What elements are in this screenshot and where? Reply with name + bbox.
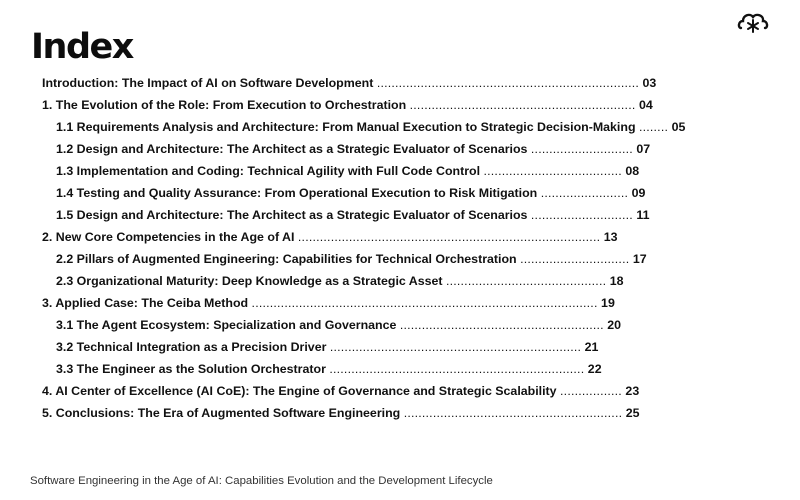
toc-leader-dots: ................................................................................... bbox=[297, 230, 601, 244]
toc-page-number: 05 bbox=[671, 120, 686, 134]
toc-leader-dots: ............................................................ bbox=[403, 406, 623, 420]
toc-leader-dots: ............................................................................................... bbox=[251, 296, 598, 310]
toc-entry-2-2[interactable] bbox=[56, 250, 647, 268]
toc-leader-dots: ............................ bbox=[530, 208, 633, 222]
toc-entry-title: Introduction: The Impact of AI on Software Development bbox=[42, 76, 374, 90]
toc-page-number: 20 bbox=[607, 318, 622, 332]
toc-entry-title: 4. AI Center of Excellence (AI CoE): The Engine of Governance and Strategic Scalability bbox=[42, 384, 557, 398]
toc-entry-title: 2. New Core Competencies in the Age of AI bbox=[42, 230, 295, 244]
toc-entry-title: 1.1 Requirements Analysis and Architecture: From Manual Execution to Strategic Decision-Making bbox=[56, 120, 636, 134]
toc-page-number: 08 bbox=[625, 164, 640, 178]
toc-entry-title: 3.3 The Engineer as the Solution Orchestrator bbox=[56, 362, 326, 376]
toc-page-number: 03 bbox=[642, 76, 657, 90]
toc-leader-dots: ...................................................................... bbox=[329, 362, 585, 376]
toc-page-number: 18 bbox=[609, 274, 624, 288]
toc-page-number: 07 bbox=[636, 142, 651, 156]
toc-entry-1[interactable] bbox=[42, 96, 653, 114]
toc-entry-title: 2.3 Organizational Maturity: Deep Knowledge as a Strategic Asset bbox=[56, 274, 443, 288]
page-title: Index bbox=[31, 27, 133, 67]
toc-leader-dots: ........................................................................ bbox=[376, 76, 640, 90]
toc-entry-introduction[interactable] bbox=[42, 74, 656, 92]
toc-entry-1-2[interactable] bbox=[56, 140, 650, 158]
document-footer: Software Engineering in the Age of AI: Capabilities Evolution and the Development Lifecycle bbox=[30, 475, 493, 487]
toc-entry-title: 2.2 Pillars of Augmented Engineering: Capabilities for Technical Orchestration bbox=[56, 252, 517, 266]
toc-entry-1-4[interactable] bbox=[56, 184, 645, 202]
toc-page-number: 04 bbox=[638, 98, 653, 112]
toc-page-number: 25 bbox=[625, 406, 640, 420]
toc-leader-dots: ................. bbox=[560, 384, 622, 398]
toc-entry-2[interactable] bbox=[42, 228, 618, 246]
toc-entry-5[interactable] bbox=[42, 404, 640, 422]
toc-entry-2-3[interactable] bbox=[56, 272, 624, 290]
toc-leader-dots: ............................ bbox=[530, 142, 633, 156]
toc-leader-dots: ............................................ bbox=[445, 274, 607, 288]
toc-entry-title: 3.2 Technical Integration as a Precision Driver bbox=[56, 340, 327, 354]
toc-page-number: 23 bbox=[625, 384, 640, 398]
toc-entry-title: 1.2 Design and Architecture: The Architect as a Strategic Evaluator of Scenarios bbox=[56, 142, 528, 156]
toc-entry-3[interactable] bbox=[42, 294, 615, 312]
toc-entry-title: 1.4 Testing and Quality Assurance: From Operational Execution to Risk Mitigation bbox=[56, 186, 538, 200]
toc-page-number: 11 bbox=[636, 208, 650, 222]
toc-page-number: 13 bbox=[603, 230, 618, 244]
toc-leader-dots: ........................ bbox=[540, 186, 629, 200]
toc-entry-1-3[interactable] bbox=[56, 162, 639, 180]
toc-entry-title: 5. Conclusions: The Era of Augmented Software Engineering bbox=[42, 406, 401, 420]
toc-entry-title: 3. Applied Case: The Ceiba Method bbox=[42, 296, 249, 310]
toc-entry-3-3[interactable] bbox=[56, 360, 602, 378]
toc-entry-4[interactable] bbox=[42, 382, 639, 400]
toc-leader-dots: ..................................................................... bbox=[329, 340, 582, 354]
toc-page-number: 21 bbox=[584, 340, 599, 354]
toc-entry-1-1[interactable] bbox=[56, 118, 685, 136]
toc-page-number: 19 bbox=[601, 296, 615, 310]
toc-entry-3-2[interactable] bbox=[56, 338, 598, 356]
toc-leader-dots: .............................................................. bbox=[409, 98, 636, 112]
toc-page-number: 17 bbox=[632, 252, 647, 266]
toc-page-number: 09 bbox=[631, 186, 646, 200]
toc-entry-3-1[interactable] bbox=[56, 316, 621, 334]
toc-entry-title: 1.3 Implementation and Coding: Technical Agility with Full Code Control bbox=[56, 164, 481, 178]
toc-leader-dots: ...................................... bbox=[483, 164, 622, 178]
toc-entry-title: 1.5 Design and Architecture: The Architect as a Strategic Evaluator of Scenarios bbox=[56, 208, 528, 222]
toc-entry-1-5[interactable] bbox=[56, 206, 649, 224]
toc-entry-title: 1. The Evolution of the Role: From Execution to Orchestration bbox=[42, 98, 407, 112]
toc-leader-dots: .............................. bbox=[520, 252, 630, 266]
toc-leader-dots: ........................................................ bbox=[399, 318, 604, 332]
toc-leader-dots: ........ bbox=[638, 120, 669, 134]
toc-page-number: 22 bbox=[587, 362, 602, 376]
toc-entry-title: 3.1 The Agent Ecosystem: Specialization and Governance bbox=[56, 318, 397, 332]
